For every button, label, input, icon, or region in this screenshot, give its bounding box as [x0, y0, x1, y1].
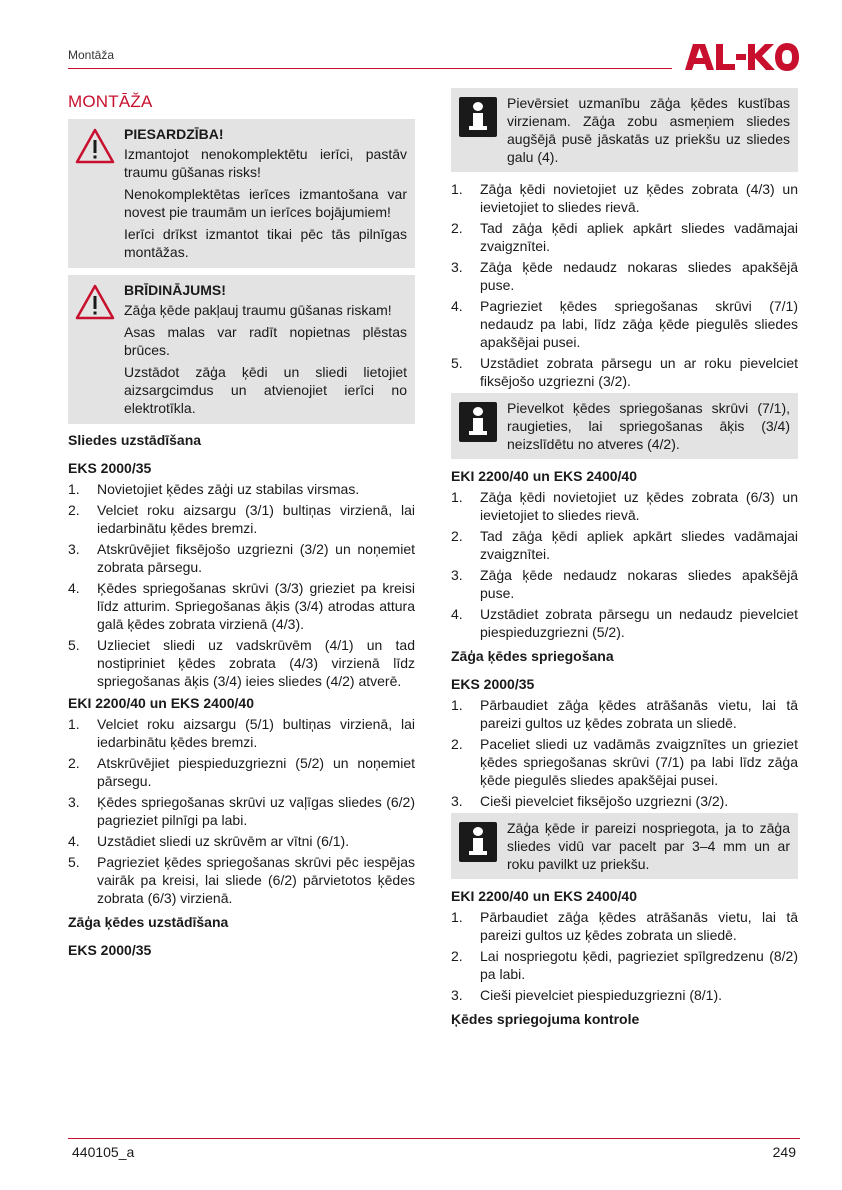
steps-list — [451, 180, 798, 390]
list-item: 2. Tad zāģa ķēdi apliek apkārt sliedes vadāmajai zvaigznītei. — [451, 220, 798, 254]
steps-list — [451, 908, 798, 1004]
info-note — [451, 88, 798, 172]
info-icon — [459, 97, 497, 137]
list-item: 2. Tad zāģa ķēdi apliek apkārt sliedes vadāmajai zvaigznītei. — [451, 528, 798, 562]
list-item: 1. Pārbaudiet zāģa ķēdes atrāšanās vietu, lai tā pareizi gultos uz ķēdes zobrata un sliedē. — [451, 909, 798, 943]
list-item: 2. Lai nospriegotu ķēdi, pagrieziet spīlgredzenu (8/2) pa labi. — [451, 948, 798, 982]
list-item: 3. Cieši pievelciet piespieduzgriezni (8/1). — [451, 987, 723, 1003]
list-item: 3. Zāģa ķēde nedaudz nokaras sliedes apakšējā puse. — [451, 259, 798, 293]
list-item: 3. Atskrūvējiet fiksējošo uzgriezni (3/2) un noņemiet zobrata pārsegu. — [68, 541, 415, 575]
list-item: 1. Velciet roku aizsargu (5/1) bultiņas virzienā, lai iedarbinātu ķēdes bremzi. — [68, 716, 415, 750]
list-item: 5. Uzstādiet zobrata pārsegu un ar roku pievelciet fiksējošo uzgriezni (3/2). — [451, 355, 798, 389]
caution-text: Ierīci drīkst izmantot tikai pēc tās pilnīgas montāžas. — [124, 226, 407, 260]
info-icon — [459, 402, 497, 442]
steps-list — [68, 715, 415, 907]
info-note — [451, 393, 798, 459]
steps-list — [451, 696, 798, 810]
document-id: 440105_a — [72, 1144, 135, 1160]
note-text: Pievērsiet uzmanību zāģa ķēdes kustības virzienam. Zāģa zobu asmeņiem sliedes augšējā pusē jāskatās uz priekšu uz sliedes galu (4). — [507, 95, 790, 165]
steps-list — [68, 480, 415, 690]
list-item: 1. Novietojiet ķēdes zāģi uz stabilas virsmas. — [68, 481, 360, 497]
warning-text: Uzstādot zāģa ķēdi un sliedi lietojiet aizsargcimdus un atvienojiet ierīci no elektrotīkla. — [124, 364, 407, 416]
list-item: 4. Pagrieziet ķēdes spriegošanas skrūvi (7/1) nedaudz pa labi, līdz zāģa ķēde piegulēs sliedes apakšējai pusei. — [451, 298, 798, 350]
caution-text: Nenokomplektētas ierīces izmantošana var novest pie traumām un ierīces bojājumiem! — [124, 186, 407, 220]
warning-text: Asas malas var radīt nopietnas plēstas brūces. — [124, 324, 407, 358]
section-heading: Zāģa ķēdes spriegošana — [451, 648, 614, 664]
footer-divider — [68, 1138, 800, 1139]
subsection-heading: EKI 2200/40 un EKS 2400/40 — [451, 468, 637, 484]
list-item: 4. Uzstādiet zobrata pārsegu un nedaudz pievelciet piespieduzgriezni (5/2). — [451, 606, 798, 640]
subsection-heading: EKI 2200/40 un EKS 2400/40 — [451, 888, 637, 904]
list-item: 1. Pārbaudiet zāģa ķēdes atrāšanās vietu, lai tā pareizi gultos uz ķēdes zobrata un sliedē. — [451, 697, 798, 731]
alko-logo — [683, 42, 800, 74]
warning-text: Zāģa ķēde pakļauj traumu gūšanas riskam! — [124, 302, 392, 318]
list-item: 5. Pagrieziet ķēdes spriegošanas skrūvi pēc iespējas vairāk pa kreisi, lai sliede (6/2) pārvietotos ķēdes zobrata (6/3) virzienā. — [68, 854, 415, 906]
note-text: Zāģa ķēde ir pareizi nospriegota, ja to zāģa sliedes vidū var pacelt par 3–4 mm un ar roku pavilkt uz priekšu. — [507, 820, 790, 872]
warning-triangle-icon — [75, 284, 115, 320]
warning-triangle-icon — [75, 128, 115, 164]
list-item: 3. Ķēdes spriegošanas skrūvi uz vaļīgas sliedes (6/2) pagrieziet pilnīgi pa labi. — [68, 794, 415, 828]
section-heading: Sliedes uzstādīšana — [68, 432, 202, 448]
header-divider — [68, 68, 672, 69]
caution-text: Izmantojot nenokomplektētu ierīci, pastāv traumu gūšanas risks! — [124, 146, 407, 180]
list-item: 5. Uzlieciet sliedi uz vadskrūvēm (4/1) un tad nostipriniet ķēdes zobrata (4/3) virzienā līdz spriegošanas āķis (3/4) ieies sliedes (4/2) atverē. — [68, 637, 415, 689]
subsection-heading: EKS 2000/35 — [451, 676, 535, 692]
left-column — [68, 92, 415, 962]
list-item: 3. Cieši pievelciet fiksējošo uzgriezni (3/2). — [451, 793, 729, 809]
list-item: 2. Paceliet sliedi uz vadāmās zvaigznītes un grieziet ķēdes spriegošanas skrūvi (7/1) pa labi līdz zāģa ķēde piegulēs sliedes apakšējai pusei. — [451, 736, 798, 788]
header-section-label: Montāža — [68, 48, 115, 62]
list-item: 1. Zāģa ķēdi novietojiet uz ķēdes zobrata (6/3) un ievietojiet to sliedes rievā. — [451, 489, 798, 523]
list-item: 2. Atskrūvējiet piespieduzgriezni (5/2) un noņemiet pārsegu. — [68, 755, 415, 789]
note-text: Pievelkot ķēdes spriegošanas skrūvi (7/1), raugieties, lai spriegošanas āķis (3/4) neizslīdētu no atveres (4/2). — [507, 400, 790, 452]
subsection-heading: EKS 2000/35 — [68, 460, 152, 476]
list-item: 4. Uzstādiet sliedi uz skrūvēm ar vītni (6/1). — [68, 833, 350, 849]
page-number: 249 — [772, 1144, 796, 1160]
page-title: MONTĀŽA — [68, 92, 153, 111]
warning-title: BRĪDINĀJUMS! — [124, 282, 226, 298]
subsection-heading: EKI 2200/40 un EKS 2400/40 — [68, 695, 254, 711]
subsection-heading: EKS 2000/35 — [68, 942, 152, 958]
info-icon — [459, 822, 497, 862]
list-item: 1. Zāģa ķēdi novietojiet uz ķēdes zobrata (4/3) un ievietojiet to sliedes rievā. — [451, 181, 798, 215]
list-item: 2. Velciet roku aizsargu (3/1) bultiņas virzienā, lai iedarbinātu ķēdes bremzi. — [68, 502, 415, 536]
info-note — [451, 813, 798, 879]
section-heading: Zāģa ķēdes uzstādīšana — [68, 914, 229, 930]
warning-box — [68, 275, 415, 424]
steps-list — [451, 488, 798, 641]
list-item: 3. Zāģa ķēde nedaudz nokaras sliedes apakšējā puse. — [451, 567, 798, 601]
caution-box — [68, 119, 415, 268]
caution-title: PIESARDZĪBA! — [124, 126, 224, 142]
list-item: 4. Ķēdes spriegošanas skrūvi (3/3) grieziet pa kreisi līdz atturim. Spriegošanas āķis (3/4) atrodas attura galā ķēdes zobrata virzienā (4/3). — [68, 580, 415, 632]
section-heading: Ķēdes spriegojuma kontrole — [451, 1011, 640, 1027]
right-column — [451, 88, 798, 1038]
